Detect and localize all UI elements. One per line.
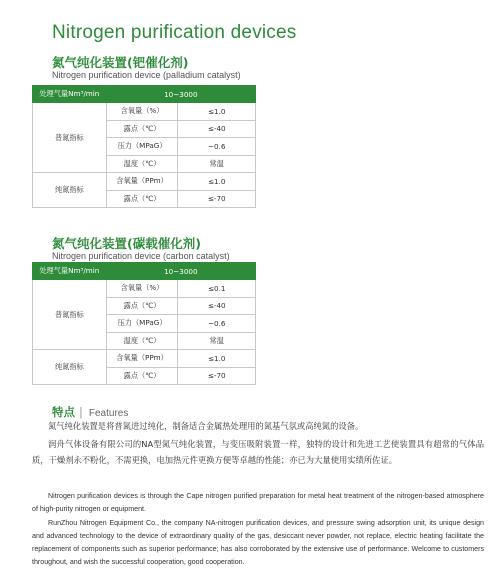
param-cell: 压力（MPaG） <box>106 138 178 156</box>
group-label: 纯氮指标 <box>33 173 107 208</box>
value-cell: ≤1.0 <box>178 350 256 368</box>
features-title-cn: 特点 <box>52 405 75 419</box>
features-paragraph-cn-1: 氮气纯化装置是将普氮进过纯化，制备适合金属热处理用的氮基气氛或高纯氮的设备。 <box>48 421 364 431</box>
table-row <box>33 173 256 191</box>
features-paragraph-en-1: Nitrogen purification devices is through the Cape nitrogen purified preparation for metal heat treatment of the nitrogen-based atmosphere of high-purity nitrogen or equipment. <box>32 492 484 513</box>
table-header-row <box>33 86 256 103</box>
table-header-row <box>33 263 256 280</box>
header-capacity-label: 处理气量Nm³/min <box>33 263 107 280</box>
param-cell: 含氧量（PPm） <box>106 350 178 368</box>
value-cell: ~0.6 <box>178 315 256 333</box>
features-title-en: Features <box>88 408 129 419</box>
param-cell: 露点（℃） <box>106 120 178 138</box>
param-cell: 温度（℃） <box>106 332 178 350</box>
value-cell: ≤0.1 <box>178 280 256 298</box>
section2-title-cn: 氮气纯化装置(碳载催化剂) <box>52 236 201 251</box>
param-cell: 温度（℃） <box>106 155 178 173</box>
value-cell: 常温 <box>178 332 256 350</box>
value-cell: ≤-70 <box>178 190 256 208</box>
param-cell: 含氧量（%） <box>106 280 178 298</box>
section2-spec-table <box>32 262 256 385</box>
value-cell: ≤-40 <box>178 297 256 315</box>
param-cell: 含氧量（%） <box>106 103 178 121</box>
param-cell: 压力（MPaG） <box>106 315 178 333</box>
group-label: 纯氮指标 <box>33 350 107 385</box>
value-cell: ≤-40 <box>178 120 256 138</box>
header-capacity-value: 10~3000 <box>106 263 255 280</box>
header-capacity-value: 10~3000 <box>106 86 255 103</box>
table-row <box>33 280 256 298</box>
param-cell: 露点（℃） <box>106 297 178 315</box>
features-paragraph-cn-2: 润舟气体设备有限公司的NA型氮气纯化装置，与变压吸附装置一样，独特的设计和先进工艺使装置具有超常的气体品质，干燥剂永不粉化，不需更换，电加热元件更换方便等卓越的性能；亦已为大量使用实绩所佐证。 <box>32 439 484 465</box>
section1-title-en: Nitrogen purification device (palladium catalyst) <box>52 70 241 80</box>
section1-spec-table <box>32 85 256 208</box>
param-cell: 露点（℃） <box>106 367 178 385</box>
section1-title-cn: 氮气纯化装置(钯催化剂) <box>52 55 189 70</box>
value-cell: 常温 <box>178 155 256 173</box>
page-title: Nitrogen purification devices <box>52 22 297 43</box>
features-separator: | <box>79 405 83 419</box>
param-cell: 露点（℃） <box>106 190 178 208</box>
param-cell: 含氧量（PPm） <box>106 173 178 191</box>
value-cell: ≤-70 <box>178 367 256 385</box>
value-cell: ≤1.0 <box>178 173 256 191</box>
group-label: 普氮指标 <box>33 280 107 350</box>
value-cell: ≤1.0 <box>178 103 256 121</box>
features-paragraph-en-2: RunZhou Nitrogen Equipment Co., the company NA-nitrogen purification devices, and pressure swing adsorption unit, its unique design and advanced technology to the device of extraordinary quality of the gas, desiccant never powder, not replace, electric heating facilitate the replacement of components such as superior performance; has also corroborated by the extensive use of performance. Welcome to customers throughout, and wish the successful cooperation, good cooperation. <box>32 519 484 566</box>
table-row <box>33 103 256 121</box>
table-row <box>33 350 256 368</box>
header-capacity-label: 处理气量Nm³/min <box>33 86 107 103</box>
value-cell: ~0.6 <box>178 138 256 156</box>
section2-title-en: Nitrogen purification device (carbon catalyst) <box>52 251 230 261</box>
group-label: 普氮指标 <box>33 103 107 173</box>
